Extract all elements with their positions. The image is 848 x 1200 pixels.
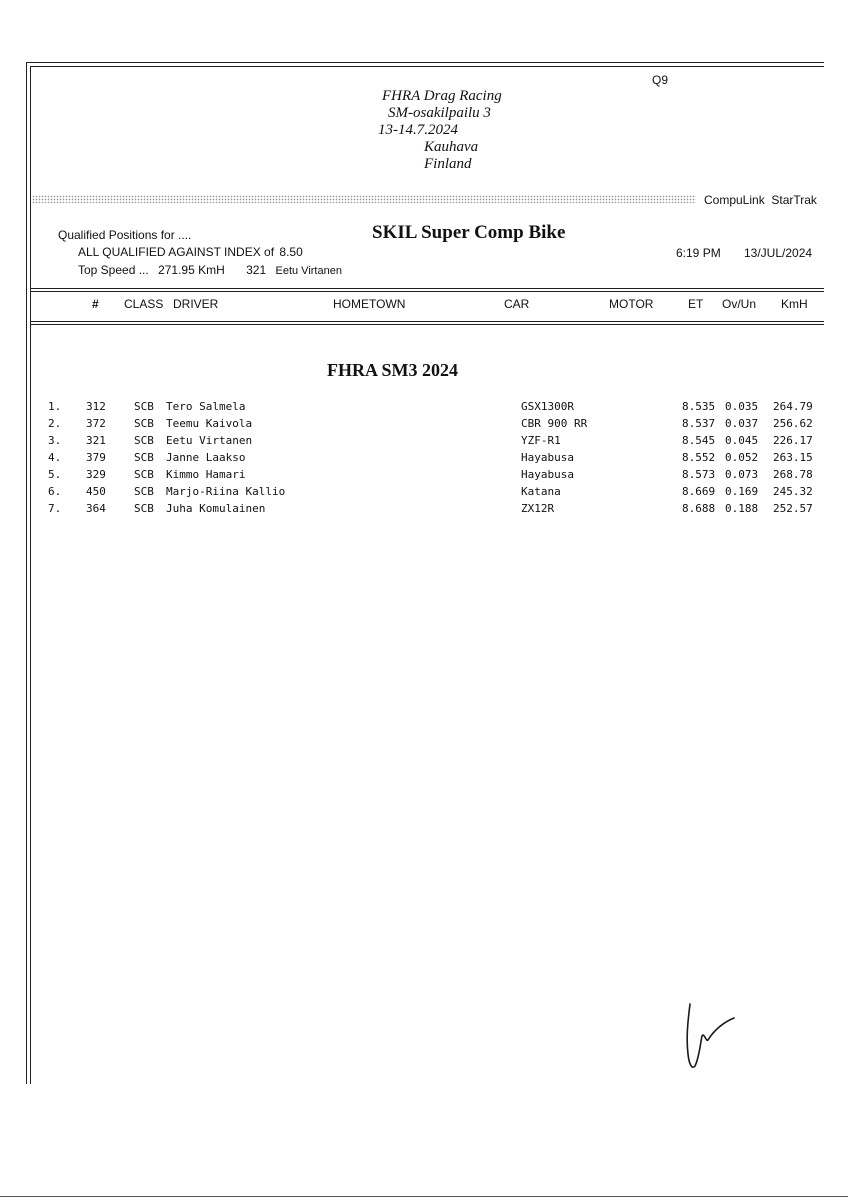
col-et: ET xyxy=(688,297,704,311)
event-subtitle: SM-osakilpailu 3 xyxy=(388,105,491,121)
report-time: 6:19 PM xyxy=(676,246,721,260)
cell-kmh: 268.78 xyxy=(773,468,813,481)
col-kmh: KmH xyxy=(781,297,808,311)
header-rule-top-2 xyxy=(30,291,824,292)
cell-car: YZF-R1 xyxy=(521,434,561,447)
cell-class: SCB xyxy=(134,502,154,515)
top-speed-driver: Eetu Virtanen xyxy=(275,265,342,277)
report-date: 13/JUL/2024 xyxy=(744,246,813,260)
cell-ovun: 0.035 xyxy=(725,400,759,413)
header-rule-bottom xyxy=(30,321,824,322)
col-motor: MOTOR xyxy=(609,297,654,311)
cell-kmh: 256.62 xyxy=(773,417,813,430)
class-title: SKIL Super Comp Bike xyxy=(372,222,566,243)
cell-class: SCB xyxy=(134,400,154,413)
cell-number: 372 xyxy=(86,417,106,430)
cell-car: ZX12R xyxy=(521,502,555,515)
cell-position: 6. xyxy=(48,485,62,498)
col-ovun: Ov/Un xyxy=(722,297,757,311)
col-num: # xyxy=(92,297,99,311)
event-country: Finland xyxy=(424,156,472,172)
cell-driver: Juha Komulainen xyxy=(166,502,266,515)
cell-ovun: 0.073 xyxy=(725,468,759,481)
left-rule-inner xyxy=(30,66,31,1084)
table-row xyxy=(0,451,848,468)
cell-number: 321 xyxy=(86,434,106,447)
cell-et: 8.545 xyxy=(682,434,716,447)
cell-driver: Marjo-Riina Kallio xyxy=(166,485,286,498)
col-class: CLASS xyxy=(124,297,164,311)
cell-car: Hayabusa xyxy=(521,468,574,481)
cell-kmh: 245.32 xyxy=(773,485,813,498)
top-rule xyxy=(26,62,824,63)
cell-position: 2. xyxy=(48,417,62,430)
table-row xyxy=(0,485,848,502)
cell-et: 8.688 xyxy=(682,502,716,515)
cell-driver: Tero Salmela xyxy=(166,400,246,413)
top-speed-label: Top Speed ... xyxy=(78,263,149,277)
cell-position: 7. xyxy=(48,502,62,515)
index-line xyxy=(78,245,303,259)
cell-et: 8.552 xyxy=(682,451,716,464)
cell-position: 4. xyxy=(48,451,62,464)
cell-number: 364 xyxy=(86,502,106,515)
table-row xyxy=(0,400,848,417)
top-speed-value: 271.95 xyxy=(158,263,195,277)
cell-et: 8.537 xyxy=(682,417,716,430)
cell-number: 312 xyxy=(86,400,106,413)
col-car: CAR xyxy=(504,297,530,311)
event-city: Kauhava xyxy=(424,139,479,155)
cell-number: 450 xyxy=(86,485,106,498)
top-speed-number: 321 xyxy=(246,263,267,277)
cell-ovun: 0.037 xyxy=(725,417,759,430)
col-hometown: HOMETOWN xyxy=(333,297,406,311)
table-row xyxy=(0,502,848,519)
col-driver: DRIVER xyxy=(173,297,219,311)
cell-ovun: 0.052 xyxy=(725,451,759,464)
cell-car: CBR 900 RR xyxy=(521,417,588,430)
top-rule-inner xyxy=(30,66,824,67)
cell-position: 5. xyxy=(48,468,62,481)
table-row xyxy=(0,417,848,434)
top-speed-line xyxy=(78,263,342,277)
cell-kmh: 263.15 xyxy=(773,451,813,464)
table-row xyxy=(0,468,848,485)
top-speed-unit: KmH xyxy=(198,263,225,277)
cell-kmh: 252.57 xyxy=(773,502,813,515)
cell-driver: Teemu Kaivola xyxy=(166,417,253,430)
qualified-label: Qualified Positions for .... xyxy=(58,228,192,242)
event-dates: 13-14.7.2024 xyxy=(378,122,458,138)
cell-class: SCB xyxy=(134,417,154,430)
cell-car: GSX1300R xyxy=(521,400,574,413)
cell-number: 379 xyxy=(86,451,106,464)
index-label: ALL QUALIFIED AGAINST INDEX of xyxy=(78,245,275,259)
cell-driver: Kimmo Hamari xyxy=(166,468,246,481)
cell-car: Hayabusa xyxy=(521,451,574,464)
cell-class: SCB xyxy=(134,468,154,481)
header-rule-top xyxy=(30,288,824,289)
left-rule xyxy=(26,62,27,1084)
header-rule-bottom-2 xyxy=(30,324,824,325)
cell-ovun: 0.169 xyxy=(725,485,759,498)
cell-number: 329 xyxy=(86,468,106,481)
cell-ovun: 0.045 xyxy=(725,434,759,447)
cell-position: 1. xyxy=(48,400,62,413)
table-row xyxy=(0,434,848,451)
cell-et: 8.669 xyxy=(682,485,716,498)
cell-et: 8.535 xyxy=(682,400,716,413)
cell-driver: Eetu Virtanen xyxy=(166,434,253,447)
cell-kmh: 226.17 xyxy=(773,434,813,447)
cell-class: SCB xyxy=(134,485,154,498)
event-title: FHRA Drag Racing xyxy=(382,88,502,104)
cell-class: SCB xyxy=(134,451,154,464)
cell-class: SCB xyxy=(134,434,154,447)
index-value: 8.50 xyxy=(279,245,303,259)
cell-driver: Janne Laakso xyxy=(166,451,246,464)
page-code: Q9 xyxy=(652,73,669,87)
cell-position: 3. xyxy=(48,434,62,447)
dotted-band xyxy=(32,195,696,203)
cell-ovun: 0.188 xyxy=(725,502,759,515)
bottom-rule xyxy=(0,1196,848,1197)
cell-kmh: 264.79 xyxy=(773,400,813,413)
section-title: FHRA SM3 2024 xyxy=(327,360,459,380)
cell-et: 8.573 xyxy=(682,468,716,481)
cell-car: Katana xyxy=(521,485,561,498)
signature xyxy=(676,996,746,1076)
timing-system: CompuLink StarTrak xyxy=(704,193,817,207)
